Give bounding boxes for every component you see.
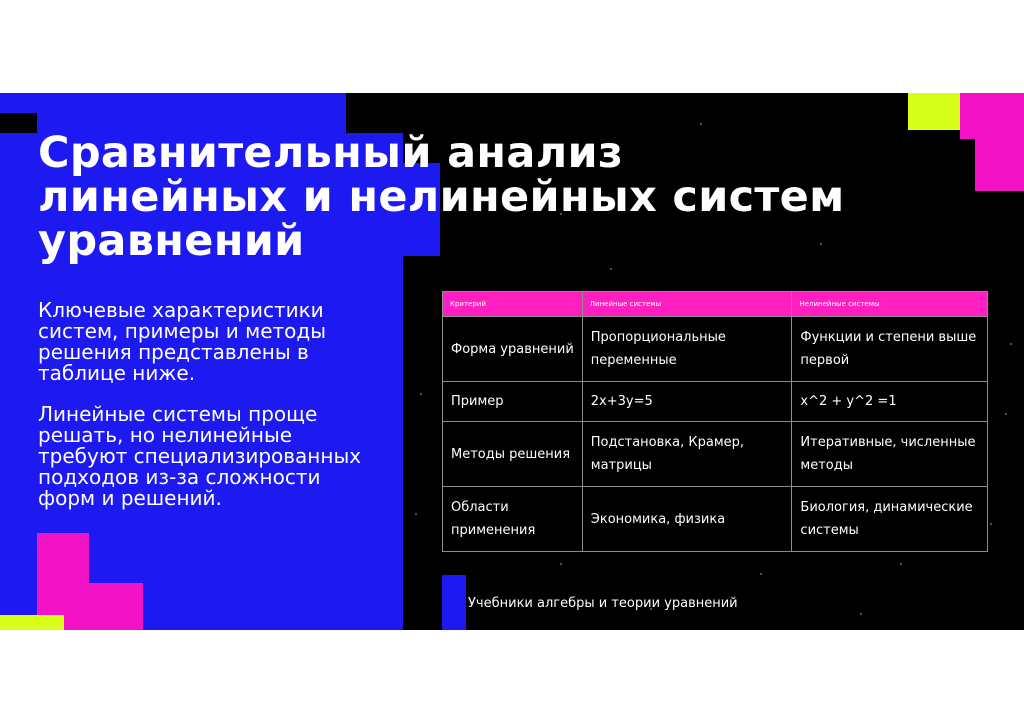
comparison-table: [442, 291, 988, 552]
table-cell: x^2 + y^2 =1: [792, 382, 988, 422]
star-dot: [1005, 413, 1007, 415]
table-cell: Пропорциональные переменные: [582, 317, 792, 382]
title-line-3: уравнений: [38, 216, 305, 266]
slide: [0, 93, 1024, 630]
table-row: [443, 382, 988, 422]
table-row: [443, 487, 988, 552]
title-line-2: линейных и нелинейных систем: [38, 172, 845, 222]
table-cell: Области применения: [443, 487, 583, 552]
intro-paragraph: Ключевые характеристики систем, примеры и методы решения представлены в таблице ниже.: [38, 298, 327, 385]
table-cell: Подстановка, Крамер, матрицы: [582, 422, 792, 487]
header-linear: Линейные системы: [582, 292, 792, 317]
star-dot: [610, 268, 612, 270]
star-dot: [420, 393, 422, 395]
table-cell: Методы решения: [443, 422, 583, 487]
header-nonlinear: Нелинейные системы: [792, 292, 988, 317]
footer-source: Учебники алгебры и теории уравнений: [468, 596, 738, 611]
table-row: [443, 317, 988, 382]
title-line-1: Сравнительный анализ: [38, 128, 624, 178]
table-cell: Пример: [443, 382, 583, 422]
blue-top-strip: [0, 93, 346, 113]
lime-square-top-right: [908, 93, 960, 130]
star-dot: [860, 613, 862, 615]
star-dot: [990, 523, 992, 525]
star-dot: [415, 513, 417, 515]
summary-paragraph: Линейные системы проще решать, но нелинейные требуют специализированных подходов из-за сложности форм и решений.: [38, 402, 362, 510]
star-dot: [1010, 343, 1012, 345]
table-header-row: [443, 292, 988, 317]
blue-footer-block: [442, 575, 466, 630]
table-row: [443, 422, 988, 487]
table-cell: Форма уравнений: [443, 317, 583, 382]
table-cell: Биология, динамические системы: [792, 487, 988, 552]
table-cell: Экономика, физика: [582, 487, 792, 552]
star-dot: [900, 563, 902, 565]
header-criterion: Критерий: [443, 292, 583, 317]
pink-block-bottom-left: [37, 533, 89, 583]
lime-strip-bottom-left: [0, 615, 64, 630]
star-dot: [560, 563, 562, 565]
star-dot: [700, 123, 702, 125]
star-dot: [760, 573, 762, 575]
table-cell: Функции и степени выше первой: [792, 317, 988, 382]
table-cell: Итеративные, численные методы: [792, 422, 988, 487]
slide-title: [38, 128, 998, 266]
table-cell: 2x+3y=5: [582, 382, 792, 422]
